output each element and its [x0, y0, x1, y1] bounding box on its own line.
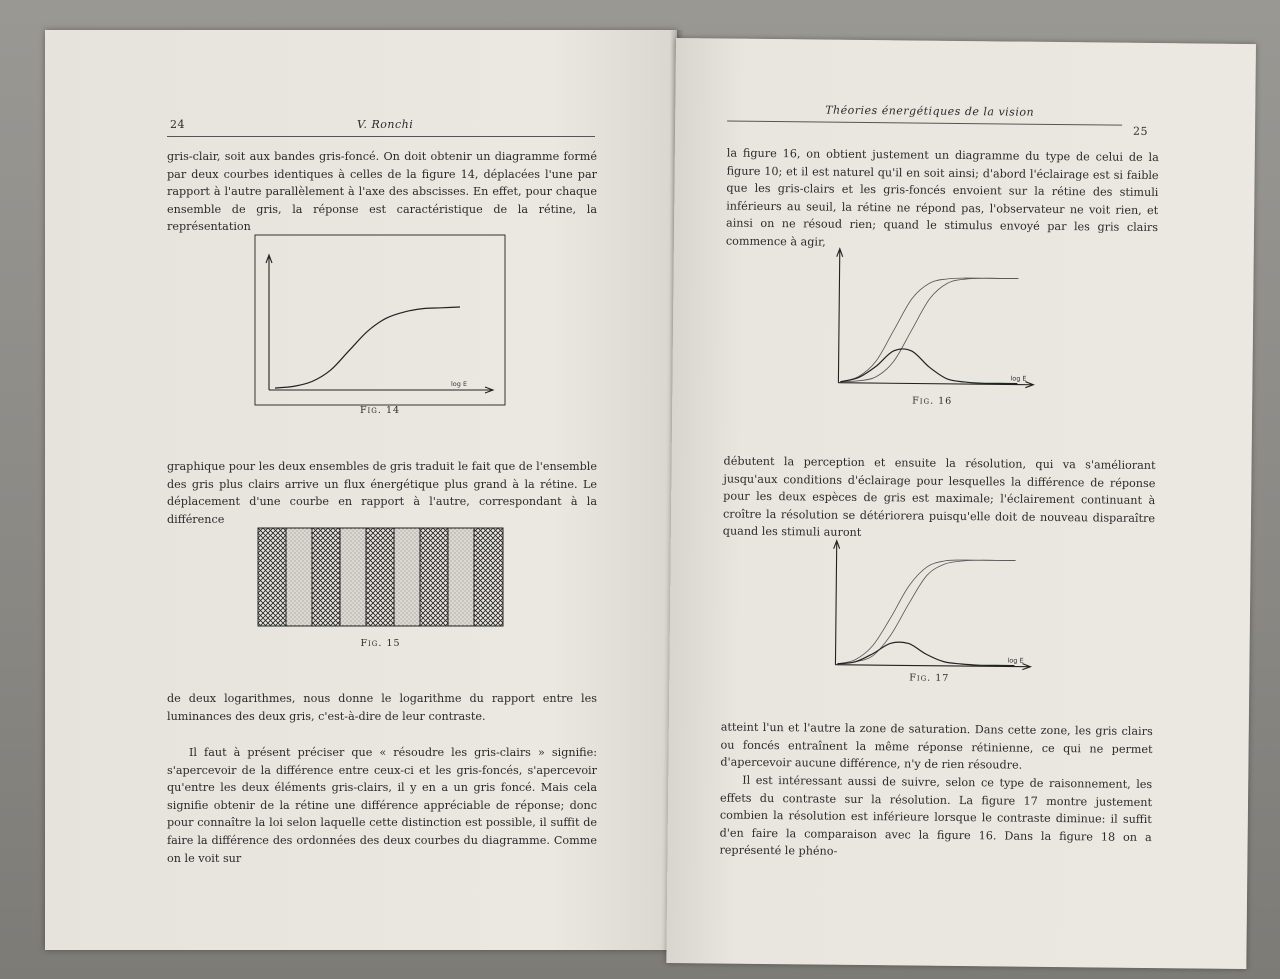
- fig17-curve-light: [837, 559, 1015, 666]
- running-head: V. Ronchi: [357, 118, 414, 131]
- fig16-chart: [832, 245, 1034, 392]
- paragraph: atteint l'un et l'autre la zone de saturation. Dans cette zone, les gris clairs ou foncés entraînent la même réponse rétinienne, ce qui ne permet d'apercevoir aucune différence, n'y de rien résoudre.: [720, 720, 1153, 772]
- paragraph: débutent la perception et ensuite la résolution, qui va s'améliorant jusqu'aux conditions d'éclairage pour lesquelles la différence de réponse pour les deux espèces de gris est maximale; l'éclairement continuant à croître la résolution se détériorera puisqu'elle doit de nouveau disparaître quand les stimuli auront: [722, 454, 1156, 540]
- dark-band: [474, 528, 503, 626]
- fig16-curve-difference: [840, 348, 1017, 383]
- fig17-y-axis: [832, 541, 839, 665]
- fig14-frame: [255, 235, 505, 405]
- dark-band: [420, 528, 448, 626]
- fig17-chart: [829, 537, 1030, 674]
- fig17-caption: Fig. 17: [909, 672, 950, 684]
- fig16-y-axis: [835, 249, 842, 383]
- paragraph: gris-clair, soit aux bandes gris-foncé. On doit obtenir un diagramme formé par deux courbes identiques à celles de la figure 14, déplacées l'une par rapport à l'autre parallèlement à l'axe des abscisses. En effet, pour chaque ensemble de gris, la réponse est caractéristique de la rétine, la représentation: [167, 150, 597, 234]
- fig14-y-axis: [266, 255, 272, 390]
- fig17-axis-label: log E: [1007, 656, 1024, 665]
- running-head: Théories énergétiques de la vision: [825, 103, 1035, 119]
- light-band: [286, 528, 312, 626]
- light-band: [448, 528, 474, 626]
- fig14-axis-label: log E: [451, 380, 468, 388]
- paragraph: Il faut à présent préciser que « résoudre les gris-clairs » signifie: s'apercevoir de la différence entre ceux-ci et les gris-foncés, s'apercevoir qu'entre les deux éléments gris-clairs, il y en a un gris foncé. Mais cela signifie obtenir de la rétine une différence appréciable de réponse; donc pour connaître la loi selon laquelle cette distinction est possible, il suffit de faire la différence des ordonnées des deux courbes du diagramme. Comme on le voit sur: [167, 746, 597, 865]
- fig14-chart: [255, 235, 505, 405]
- paragraph: la figure 16, on obtient justement un diagramme du type de celui de la figure 10; et il est naturel qu'il en soit ainsi; d'abord l'éclairage est si faible que les gris-clairs et les gris-foncés envoient sur la rétine des stimuli inférieurs au seuil, la rétine ne répond pas, l'observateur ne voit rien, et ainsi on ne résoud rien; quand le stimulus envoyé par les gris clairs commence à agir,: [725, 146, 1159, 249]
- page-number: 24: [170, 118, 185, 131]
- paragraph: de deux logarithmes, nous donne le logarithme du rapport entre les luminances des deux gris, c'est-à-dire de leur contraste.: [167, 692, 597, 723]
- dark-band: [366, 528, 394, 626]
- header-rule: [167, 136, 595, 137]
- paragraph: graphique pour les deux ensembles de gris traduit le fait que de l'ensemble des gris plus clairs arrive un flux énergétique plus grand à la rétine. Le déplacement d'une courbe en rapport à l'autre, correspondant à la différence: [167, 460, 597, 526]
- fig14-curve: [275, 307, 460, 388]
- light-band: [394, 528, 420, 626]
- page-number: 25: [1132, 124, 1149, 138]
- fig15-pattern: [258, 528, 503, 626]
- fig16-axis-label: log E: [1010, 374, 1027, 383]
- paragraph: Il est intéressant aussi de suivre, selon ce type de raisonnement, les effets du contraste sur la résolution. La figure 17 montre justement combien la résolution est inférieure lorsque le contraste diminue: il suffit d'en faire la comparaison avec la figure 16. Dans la figure 18 on a représenté le phéno-: [719, 773, 1153, 859]
- light-band: [340, 528, 366, 626]
- fig17-curve-dark: [837, 559, 1015, 666]
- dark-band: [312, 528, 340, 626]
- left-page: [45, 30, 677, 950]
- dark-band: [258, 528, 286, 626]
- fig14-caption: Fig. 14: [359, 405, 401, 416]
- fig15-caption: Fig. 15: [360, 638, 401, 649]
- header-rule: [727, 121, 1122, 126]
- right-page: [666, 38, 1256, 969]
- fig16-caption: Fig. 16: [912, 395, 953, 407]
